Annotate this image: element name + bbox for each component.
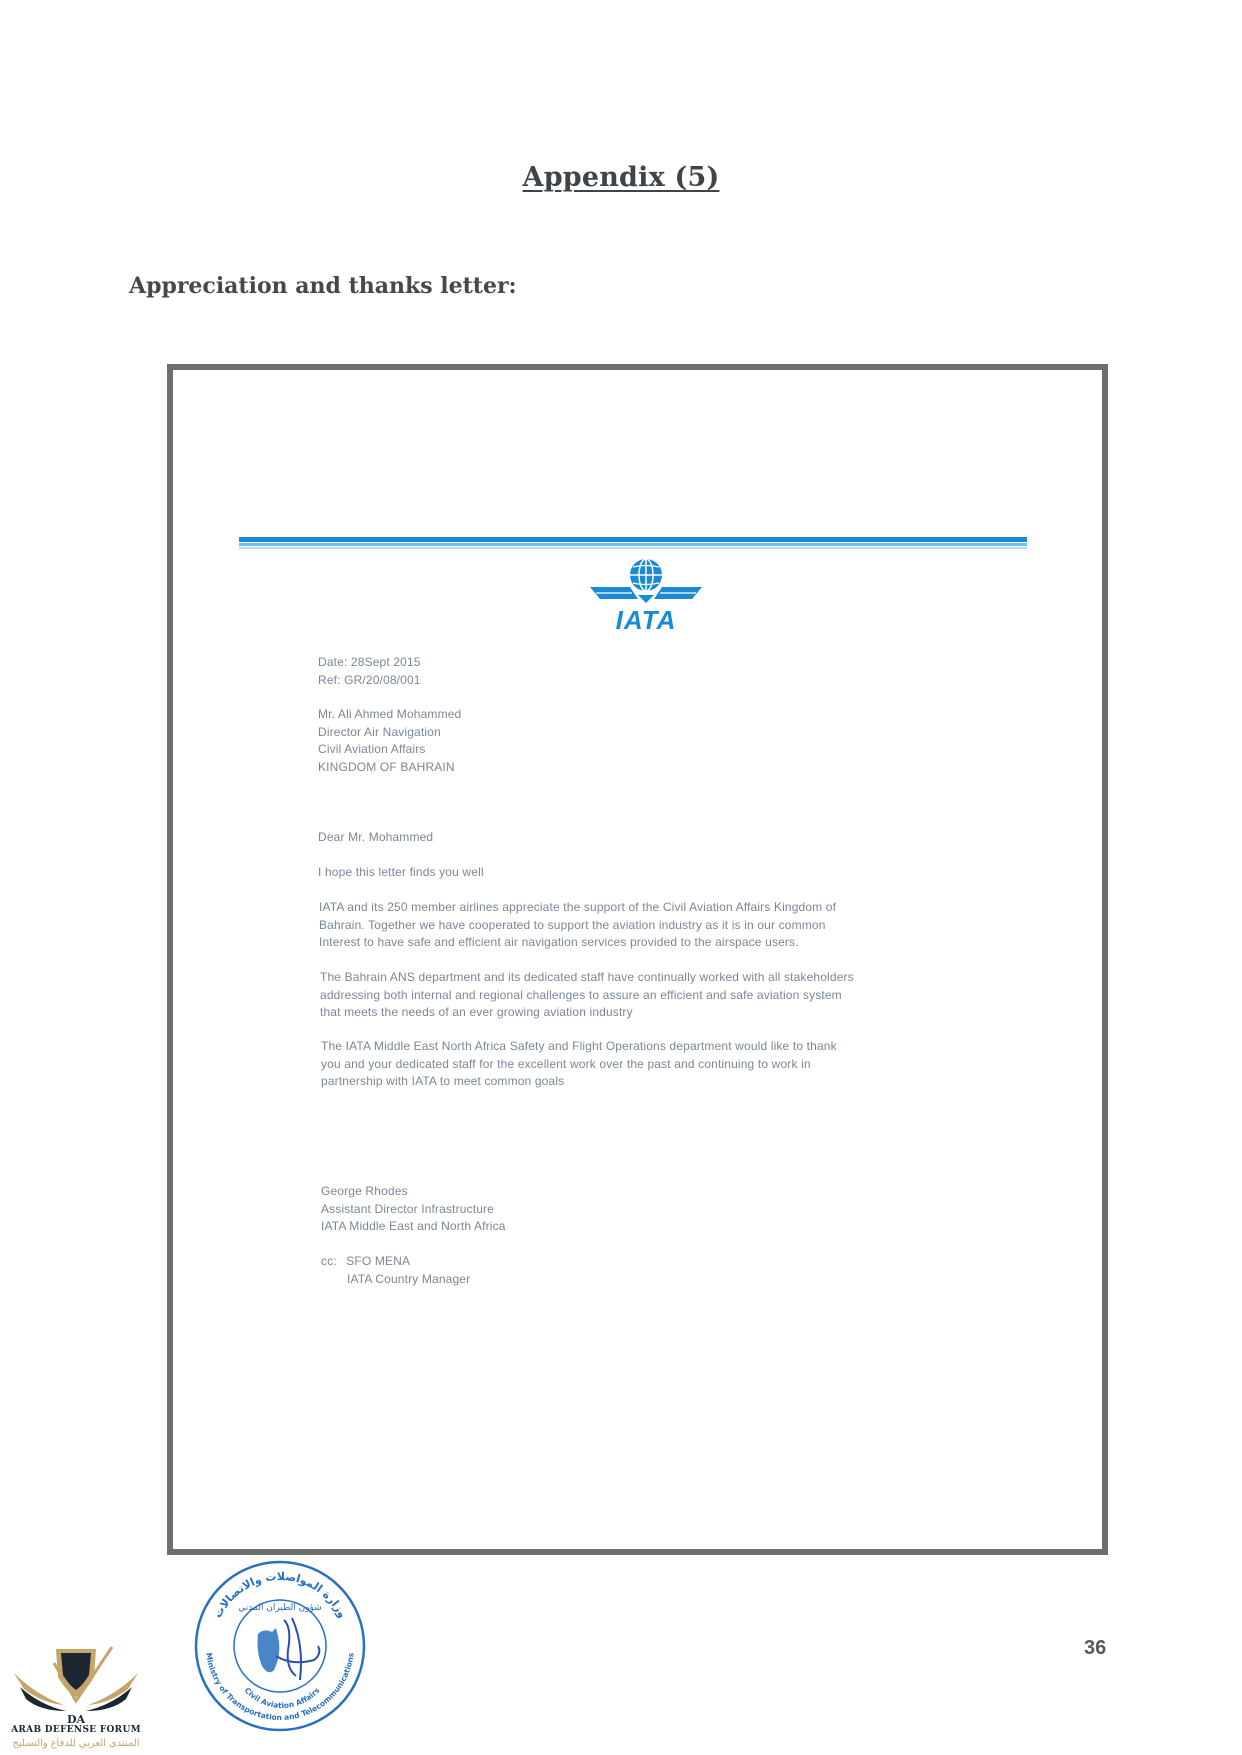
stamp-arabic-inner: شؤون الطيران المدني bbox=[238, 1603, 322, 1613]
iata-logo-text: IATA bbox=[615, 605, 677, 635]
signatory-name: George Rhodes bbox=[321, 1184, 408, 1198]
salutation: Dear Mr. Mohammed bbox=[318, 830, 434, 844]
paragraph-1 bbox=[319, 899, 969, 952]
letter-ref: Ref: GR/20/08/001 bbox=[318, 672, 421, 687]
paragraph-line: you and your dedicated staff for the excellent work over the past and continuing to work in bbox=[321, 1056, 811, 1071]
cc-label: cc: bbox=[321, 1254, 337, 1268]
stamp-english-inner: Civil Aviation Affairs bbox=[242, 1685, 322, 1711]
letter-date: Date: 28Sept 2015 bbox=[318, 655, 421, 669]
letterhead-bar-primary bbox=[239, 537, 1027, 542]
page-number: 36 bbox=[1084, 1637, 1107, 1659]
signatory-organization: IATA Middle East and North Africa bbox=[321, 1219, 506, 1233]
section-heading: Appreciation and thanks letter: bbox=[129, 273, 517, 299]
paragraph-line: The IATA Middle East North Africa Safety and Flight Operations department would like to thank bbox=[321, 1039, 837, 1053]
forum-emblem bbox=[6, 1643, 146, 1727]
bahrain-map-icon bbox=[258, 1628, 280, 1672]
paragraph-line: Interest to have safe and efficient air navigation services provided to the airspace users. bbox=[319, 935, 799, 949]
recipient-department: Civil Aviation Affairs bbox=[318, 742, 426, 756]
paragraph-line: that meets the needs of an ever growing aviation industry bbox=[320, 1005, 633, 1019]
ministry-stamp bbox=[192, 1558, 368, 1734]
paragraph-3 bbox=[321, 1038, 971, 1091]
iata-logo bbox=[586, 557, 706, 637]
stamp-inner-ring bbox=[234, 1600, 326, 1692]
recipient-name: Mr. Ali Ahmed Mohammed bbox=[318, 707, 462, 721]
signature-block bbox=[321, 1183, 971, 1236]
forum-name-arabic: المنتدى العربي للدفاع والتسليح bbox=[12, 1738, 140, 1749]
recipient-address bbox=[318, 706, 968, 776]
paragraph-line: IATA and its 250 member airlines appreciate the support of the Civil Aviation Affairs Kingdom of bbox=[319, 900, 837, 914]
letter-meta bbox=[318, 654, 968, 689]
shield-icon bbox=[54, 1647, 112, 1701]
paragraph-2 bbox=[320, 969, 970, 1022]
signature-scribble-icon bbox=[276, 1618, 319, 1680]
paragraph-line: addressing both internal and regional challenges to assure an efficient and safe aviation system bbox=[320, 987, 842, 1002]
cc-line-1 bbox=[321, 1253, 971, 1271]
paragraph-line: Bahrain. Together we have cooperated to support the aviation industry as it is in our common bbox=[319, 917, 826, 932]
forum-monogram: DA bbox=[66, 1713, 86, 1726]
letter-image-frame bbox=[167, 364, 1108, 1555]
forum-name-english: ARAB DEFENSE FORUM bbox=[11, 1725, 141, 1735]
signatory-title: Assistant Director Infrastructure bbox=[321, 1201, 495, 1216]
arab-defense-forum-watermark bbox=[6, 1643, 146, 1755]
cc-recipient-1: SFO MENA bbox=[346, 1254, 411, 1268]
stamp-english-outer: Ministry of Transportation and Telecommunications bbox=[204, 1652, 356, 1723]
page-title-text: Appendix (5) bbox=[522, 162, 720, 193]
letterhead-bar-tertiary bbox=[239, 547, 1027, 549]
paragraph-line: partnership with IATA to meet common goals bbox=[321, 1074, 565, 1088]
stamp-arabic-outer: وزارة المواصلات والاتصالات bbox=[210, 1569, 350, 1621]
recipient-country: KINGDOM OF BAHRAIN bbox=[318, 759, 455, 774]
letterhead-bar-secondary bbox=[239, 543, 1027, 546]
globe-icon bbox=[630, 559, 662, 591]
paragraph-line: The Bahrain ANS department and its dedicated staff have continually worked with all stakeholders bbox=[320, 970, 854, 984]
page-title bbox=[0, 162, 1242, 193]
letterhead-bar bbox=[239, 537, 1027, 551]
cc-recipient-2: IATA Country Manager bbox=[347, 1271, 471, 1286]
cc-block bbox=[321, 1253, 971, 1288]
recipient-title: Director Air Navigation bbox=[318, 724, 441, 739]
opening-line: I hope this letter finds you well bbox=[318, 865, 484, 879]
